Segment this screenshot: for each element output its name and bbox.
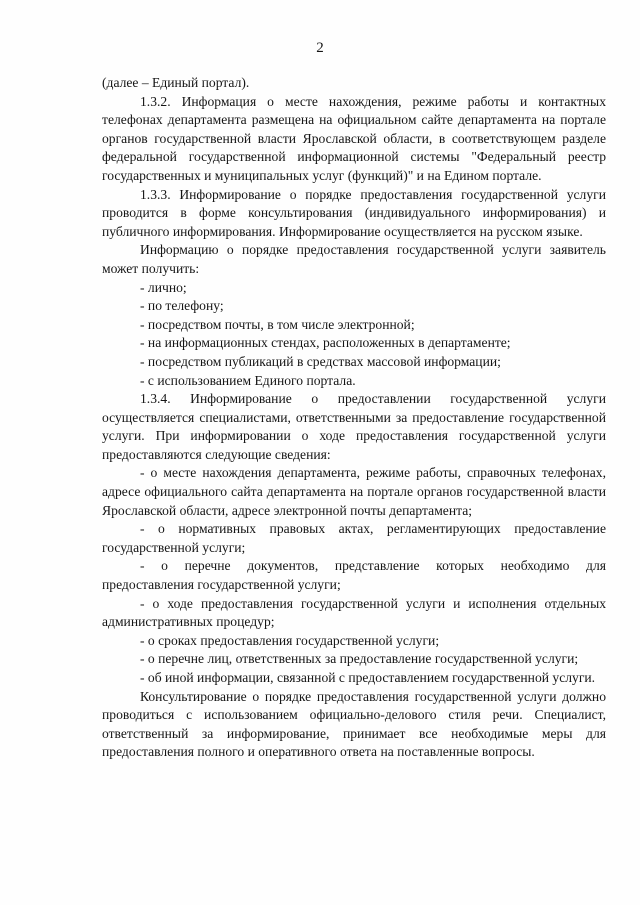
page-number: 2 (316, 40, 324, 56)
info-item: - о месте нахождения департамента, режиме работы, справочных телефонах, адресе официального сайта департамента на портале органов государственной власти Ярославской области, адресе электронной почты департамента; (102, 465, 606, 518)
paragraph-1-3-3: 1.3.3. Информирование о порядке предоставления государственной услуги проводится в форме консультирования (индивидуального информирования) и публичного информирования. Информирование осуществляется на русском языке. (102, 186, 606, 239)
info-item: - о ходе предоставления государственной услуги и исполнения отдельных административных процедур; (102, 595, 606, 630)
info-item: - о перечне лиц, ответственных за предоставление государственной услуги; (140, 651, 579, 667)
info-item: - об иной информации, связанной с предоставлением государственной услуги. (140, 670, 596, 685)
paragraph-1-3-2: 1.3.2. Информация о месте нахождения, режиме работы и контактных телефонах департамента размещена на официальном сайте департамента на портале органов государственной власти Ярославской области, в соответствующем разделе федеральной государственной информационной системы "Федеральный реестр государственных и муниципальных услуг (функций)" и на Едином портале. (102, 93, 606, 183)
info-item: - о перечне документов, представление которых необходимо для предоставления государственной услуги; (102, 558, 606, 593)
info-item: - о сроках предоставления государственной услуги; (140, 632, 440, 648)
paragraph-1-3-4: 1.3.4. Информирование о предоставлении государственной услуги осуществляется специалистами, ответственными за предоставление государственной услуги. При информировании о ходе предоставления государственной услуги предоставляются следующие сведения: (102, 391, 606, 462)
list-item: - лично; (140, 279, 187, 295)
info-item: - о нормативных правовых актах, регламентирующих предоставление государственной услуги; (102, 521, 606, 555)
list-item: - посредством публикаций в средствах массовой информации; (140, 353, 501, 369)
list-item: - на информационных стендах, расположенных в департаменте; (140, 335, 511, 351)
paragraph-info-intro: Информацию о порядке предоставления государственной услуги заявитель может получить: (102, 242, 606, 276)
list-item: - посредством почты, в том числе электронной; (140, 316, 415, 332)
list-item: - по телефону; (140, 298, 224, 314)
document-body (102, 74, 606, 762)
list-item: - с использованием Единого портала. (140, 372, 356, 388)
paragraph-consulting: Консультирование о порядке предоставления государственной услуги должно проводиться с использованием официально-делового стиля речи. Специалист, ответственный за информирование, принимает все необходимые меры для предоставления полного и оперативного ответа на поставленные вопросы. (102, 688, 606, 760)
paragraph-continuation: (далее – Единый портал). (102, 75, 250, 90)
